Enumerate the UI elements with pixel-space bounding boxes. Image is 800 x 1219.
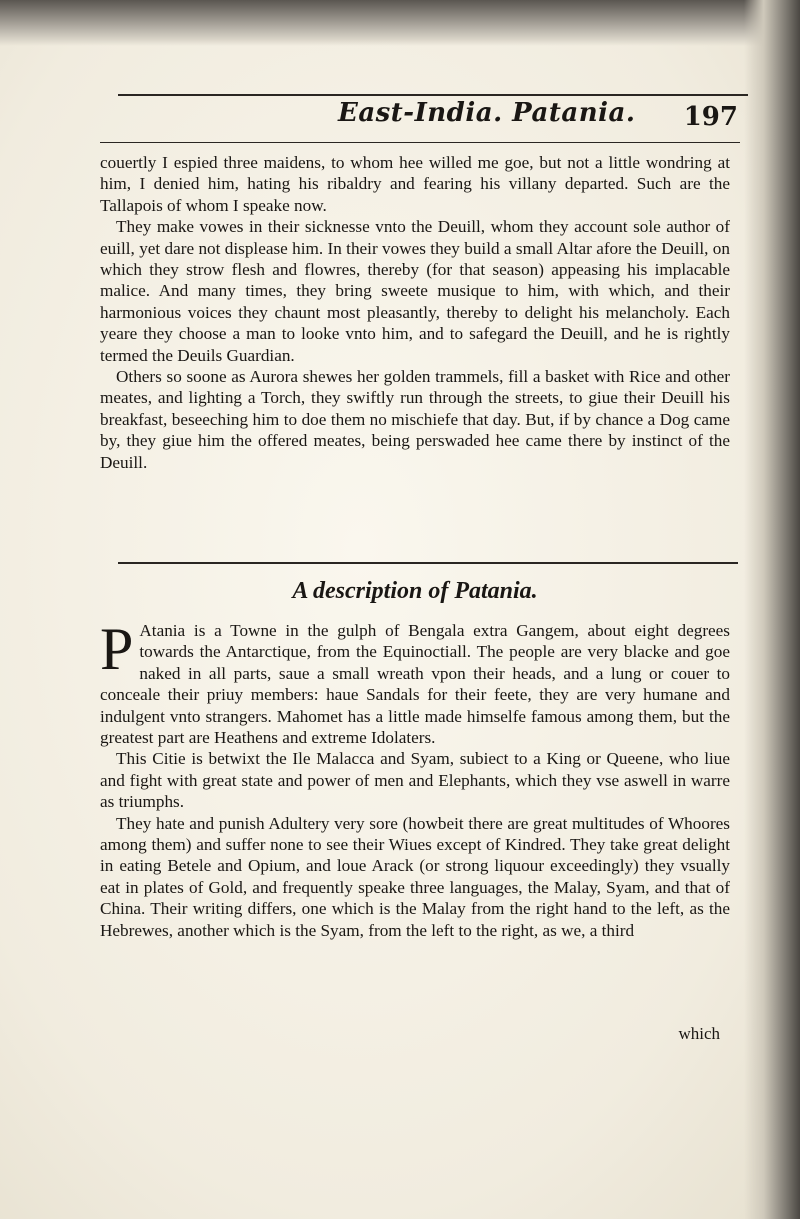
- section-2-text: [100, 616, 730, 941]
- section-divider: [118, 562, 738, 564]
- page-header: [118, 98, 738, 138]
- catchword: which: [678, 1024, 720, 1043]
- page-binding-shadow: [744, 0, 800, 1219]
- paragraph: They make vowes in their sicknesse vnto the Deuill, whom they account sole author of euill, yet dare not displease him. In their vowes they build a small Altar afore the Deuill, on which they strow flesh and flowres, thereby (for that season) appeasing his implacable malice. And many times, they bring sweete musique to him, with which, and their harmonious voices they chaunt most pleasantly, thereby to delight his melancholy. Each yeare they choose a man to looke vnto him, and to safegard the Deuill, and he is rightly termed the Deuils Guardian.: [100, 217, 730, 365]
- paragraph: This Citie is betwixt the Ile Malacca and Syam, subiect to a King or Queene, who liue and fight with great state and power of men and Elephants, which they vse aswell in warre as triumphs.: [100, 749, 730, 812]
- page-top-shadow: [0, 0, 800, 46]
- paragraph: couertly I espied three maidens, to whom hee willed me goe, but not a little wondring at him, I denied him, hating his ribaldry and fearing his villany departed. Such are the Tallapois of whom I speake now.: [100, 153, 730, 215]
- paragraph: Others so soone as Aurora shewes her golden trammels, fill a basket with Rice and other meates, and lighting a Torch, they swiftly run through the streets, to giue their Deuill his breakfast, beseeching him to doe them no mischiefe that day. But, if by chance a Dog came by, they giue him the offered meates, being perswaded hee came there by instinct of the Deuill.: [100, 367, 730, 472]
- running-title: East-India. Patania.: [338, 98, 636, 128]
- paragraph: Atania is a Towne in the gulph of Bengala extra Gangem, about eight degrees towards the Antarctique, from the Equinoctiall. The people are very blacke and goe naked in all parts, saue a small wreath vpon their heads, and a lung or couer to conceale their priuy members: haue Sandals for their feete, they are very humane and indulgent vnto strangers. Mahomet has a little made himselfe famous among them, but the greatest part are Heathens and extreme Idolaters.: [100, 621, 730, 748]
- paragraph: They hate and punish Adultery very sore (howbeit there are great multitudes of Whoores among them) and suffer none to see their Wiues except of Kindred. They take great delight in eating Betele and Opium, and loue Arack (or strong liquour exceedingly) they vsually eat in plates of Gold, and frequently speake three languages, the Malay, Syam, and that of China. Their writing differs, one which is the Malay from the right hand to the left, as the Hebrewes, another which is the Syam, from the left to the right, as we, a third: [100, 813, 730, 940]
- section-heading: A description of Patania.: [292, 578, 538, 604]
- drop-cap: P: [100, 616, 134, 682]
- header-rule-top: [118, 94, 748, 96]
- section-1-text: [100, 152, 730, 473]
- header-rule-bottom: [100, 142, 740, 143]
- page-number: 197: [683, 102, 738, 132]
